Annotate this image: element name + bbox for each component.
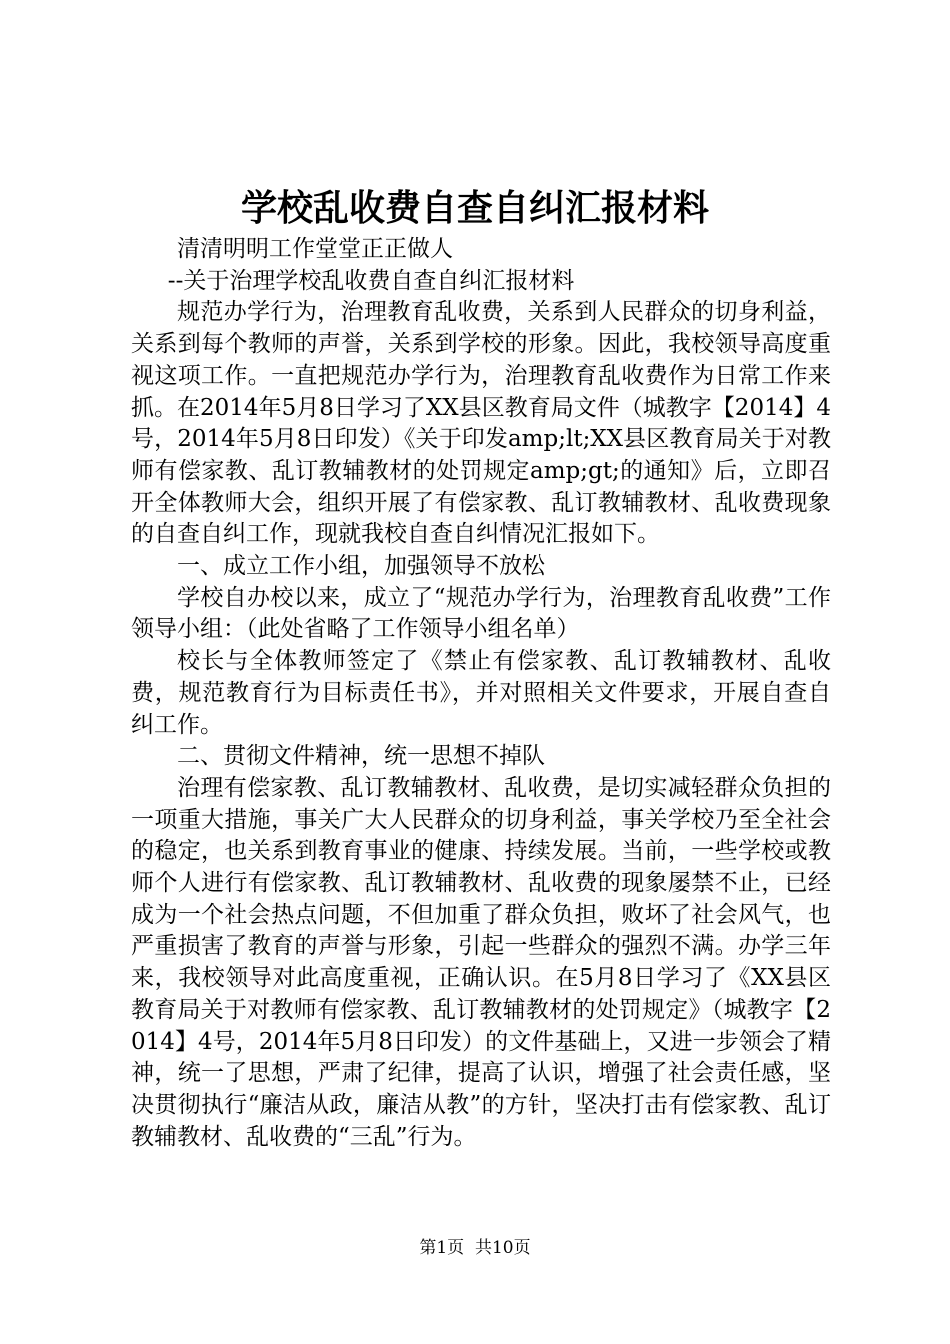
paragraph: 治理有偿家教、乱订教辅教材、乱收费，是切实减轻群众负担的一项重大措施，事关广大人民群众的切身利益，事关学校乃至全社会的稳定，也关系到教育事业的健康、持续发展。当前，一些学校或教师个人进行有偿家教、乱订教辅教材、乱收费的现象屡禁不止，已经成为一个社会热点问题，不但加重了群众负担，败坏了社会风气，也严重损害了教育的声誉与形象，引起一些群众的强烈不满。办学三年来，我校领导对此高度重视，正确认识。在5月8日学习了《XX县区教育局关于对教师有偿家教、乱订教辅教材的处罚规定》（城教字【2014】4号，2014年5月8日印发）的文件基础上，又进一步领会了精神，统一了思想，严肃了纪律，提高了认识，增强了社会责任感，坚决贯彻执行“廉洁从政，廉洁从教”的方针，坚决打击有偿家教、乱订教辅教材、乱收费的“三乱”行为。 xyxy=(131,774,831,1150)
document-title: 学校乱收费自查自纠汇报材料 xyxy=(240,187,709,229)
paragraph: 校长与全体教师签定了《禁止有偿家教、乱订教辅教材、乱收费，规范教育行为目标责任书》，并对照相关文件要求，开展自查自纠工作。 xyxy=(131,648,831,738)
paragraph-motto: 清清明明工作堂堂正正做人 xyxy=(177,236,453,262)
paragraph: 学校自办校以来，成立了“规范办学行为，治理教育乱收费”工作领导小组：（此处省略了工作领导小组名单） xyxy=(131,584,831,643)
section-heading-2: 二、贯彻文件精神，统一思想不掉队 xyxy=(177,743,545,770)
document-body xyxy=(131,234,831,1153)
section-heading-1: 一、成立工作小组，加强领导不放松 xyxy=(177,553,545,580)
page-number: 第1页 共10页 xyxy=(419,1238,531,1258)
paragraph-subtitle: --关于治理学校乱收费自查自纠汇报材料 xyxy=(167,267,575,294)
paragraph-intro: 规范办学行为，治理教育乱收费，关系到人民群众的切身利益，关系到每个教师的声誉，关系到学校的形象。因此，我校领导高度重视这项工作。一直把规范办学行为，治理教育乱收费作为日常工作来抓。在2014年5月8日学习了XX县区教育局文件（城教字【2014】4号，2014年5月8日印发）《关于印发amp;lt;XX县区教育局关于对教师有偿家教、乱订教辅教材的处罚规定amp;gt;的通知》后，立即召开全体教师大会，组织开展了有偿家教、乱订教辅教材、乱收费现象的自查自纠工作，现就我校自查自纠情况汇报如下。 xyxy=(131,299,831,548)
